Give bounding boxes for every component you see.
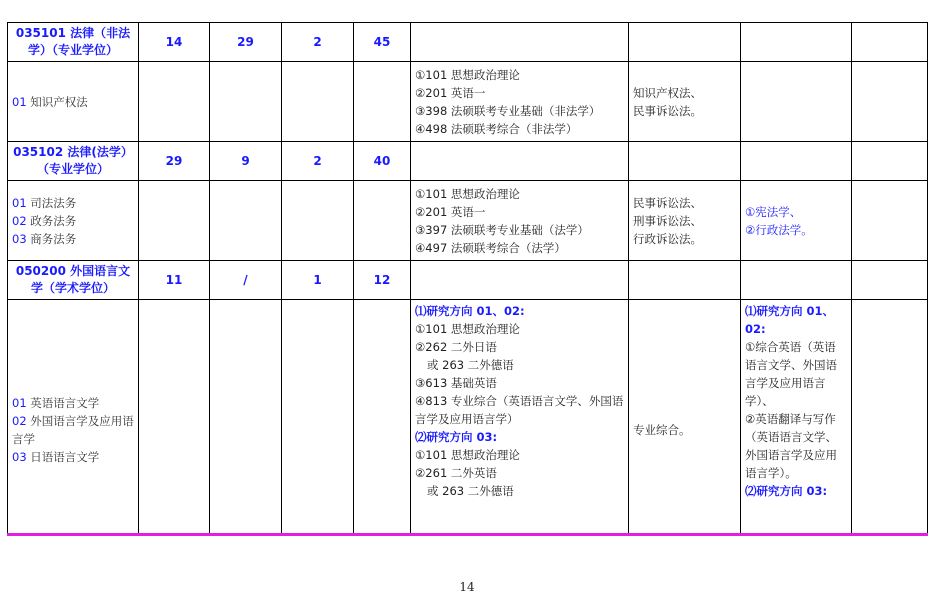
- direction-item: 03 日语语言文学: [12, 449, 100, 464]
- exam-subjects: ①101 思想政治理论 ②201 英语一 ③397 法硕联考专业基础（法学） ④497 法硕联考综合（法学）: [411, 181, 629, 261]
- direction-cell: [8, 181, 139, 261]
- major-name: 035101 法律（非法学）（专业学位）: [8, 23, 139, 62]
- direction-item: 02 政务法务: [12, 213, 77, 228]
- direction-item: 01 知识产权法: [12, 94, 88, 109]
- extra-subjects: ⑴研究方向 01、02: ①综合英语（英语语言文学、外国语言学及应用语言学）、 ②英语翻译与写作（英语语言文学、外国语言学及应用语言学）。 ⑵研究方向 03:: [741, 300, 852, 535]
- table-row: [8, 300, 928, 535]
- retest-subjects: 专业综合。: [629, 300, 741, 535]
- direction-item: 02 外国语言学及应用语言学: [12, 413, 134, 446]
- quota-cell: /: [210, 261, 282, 300]
- retest-subjects: 知识产权法、 民事诉讼法。: [629, 62, 741, 142]
- admissions-table: [7, 22, 928, 534]
- quota-cell: 14: [139, 23, 210, 62]
- quota-total: 12: [354, 261, 411, 300]
- quota-cell: 2: [282, 142, 354, 181]
- table-row: [8, 142, 928, 181]
- page-break-line: [7, 533, 928, 536]
- table-row: [8, 23, 928, 62]
- table-row: [8, 62, 928, 142]
- quota-total: 40: [354, 142, 411, 181]
- direction-item: 01 司法法务: [12, 195, 77, 210]
- quota-cell: 29: [139, 142, 210, 181]
- exam-subjects: ⑴研究方向 01、02: ①101 思想政治理论 ②262 二外日语 或 263 二外德语 ③613 基础英语 ④813 专业综合（英语语言文学、外国语言学及应用语言学） ⑵研究方向 03: ①101 思想政治理论 ②261 二外英语 或 263 二外德语: [411, 300, 629, 535]
- exam-subjects: ①101 思想政治理论 ②201 英语一 ③398 法硕联考专业基础（非法学） ④498 法硕联考综合（非法学）: [411, 62, 629, 142]
- major-name: 050200 外国语言文学（学术学位）: [8, 261, 139, 300]
- direction-cell: [8, 62, 139, 142]
- quota-total: 45: [354, 23, 411, 62]
- quota-cell: 1: [282, 261, 354, 300]
- quota-cell: 29: [210, 23, 282, 62]
- quota-cell: 11: [139, 261, 210, 300]
- direction-item: 03 商务法务: [12, 231, 77, 246]
- extra-subjects: ①宪法学、 ②行政法学。: [741, 181, 852, 261]
- page-number: 14: [459, 580, 475, 594]
- quota-cell: 9: [210, 142, 282, 181]
- table-row: [8, 261, 928, 300]
- direction-item: 01 英语语言文学: [12, 395, 100, 410]
- table-row: [8, 181, 928, 261]
- direction-cell: [8, 300, 139, 535]
- major-name: 035102 法律(法学）（专业学位）: [8, 142, 139, 181]
- retest-subjects: 民事诉讼法、 刑事诉讼法、 行政诉讼法。: [629, 181, 741, 261]
- quota-cell: 2: [282, 23, 354, 62]
